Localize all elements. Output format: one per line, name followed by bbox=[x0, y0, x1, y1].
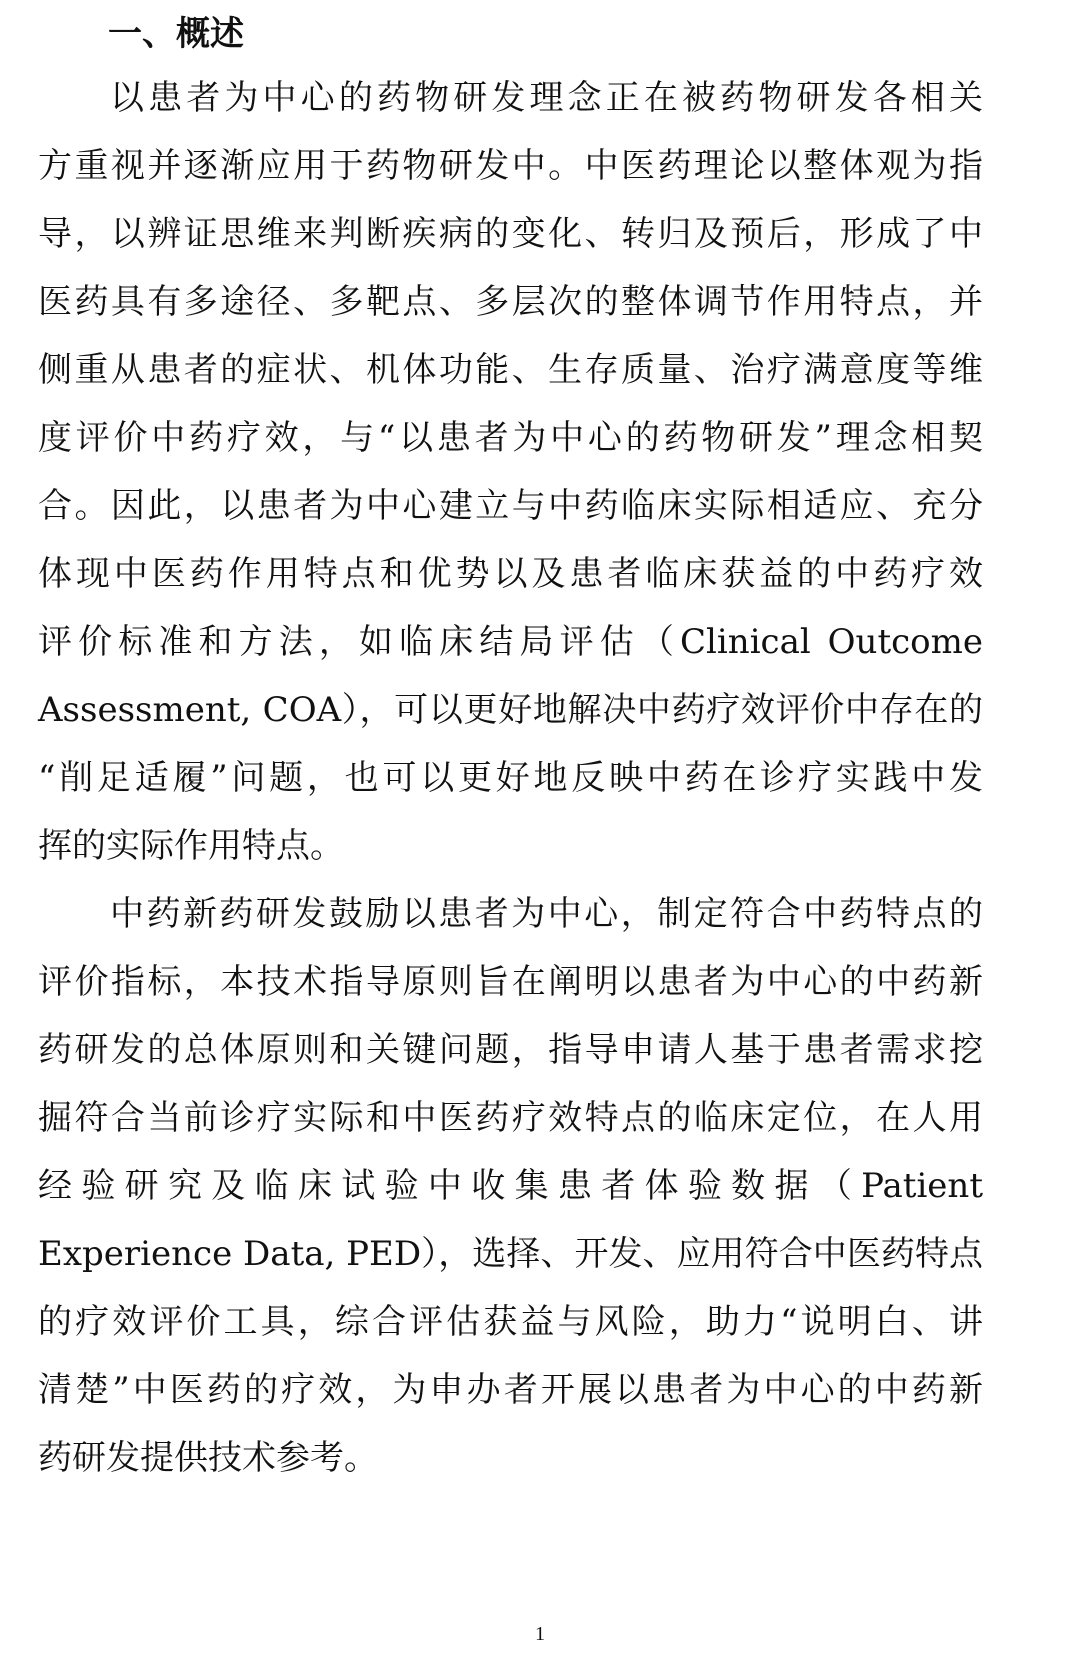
paragraph1-line-1: 以患者为中心的药物研发理念正在被药物研发各相关 bbox=[110, 78, 983, 118]
paragraph1-line-6: 度评价中药疗效，与“以患者为中心的药物研发”理念相契 bbox=[38, 418, 983, 458]
paragraph1-line-8: 体现中医药作用特点和优势以及患者临床获益的中药疗效 bbox=[38, 554, 983, 594]
paragraph2-line-2: 评价指标，本技术指导原则旨在阐明以患者为中心的中药新 bbox=[38, 962, 983, 1002]
paragraph2-line-6: Experience Data, PED），选择、开发、应用符合中医药特点 bbox=[38, 1234, 983, 1274]
section-heading: 一、概述 bbox=[108, 14, 244, 54]
paragraph1-line-5: 侧重从患者的症状、机体功能、生存质量、治疗满意度等维 bbox=[38, 350, 983, 390]
paragraph2-line-4: 掘符合当前诊疗实际和中医药疗效特点的临床定位，在人用 bbox=[38, 1098, 983, 1138]
paragraph1-line-9: 评价标准和方法，如临床结局评估（Clinical Outcome bbox=[38, 622, 983, 662]
paragraph1-line-12: 挥的实际作用特点。 bbox=[38, 826, 344, 866]
paragraph2-line-5: 经验研究及临床试验中收集患者体验数据（Patient bbox=[38, 1166, 983, 1206]
paragraph1-line-11: “削足适履”问题，也可以更好地反映中药在诊疗实践中发 bbox=[38, 758, 983, 798]
paragraph2-line-3: 药研发的总体原则和关键问题，指导申请人基于患者需求挖 bbox=[38, 1030, 983, 1070]
page-number: 1 bbox=[535, 1623, 545, 1645]
paragraph1-line-10: Assessment, COA），可以更好地解决中药疗效评价中存在的 bbox=[38, 690, 983, 730]
paragraph2-line-8: 清楚”中医药的疗效，为申办者开展以患者为中心的中药新 bbox=[38, 1370, 983, 1410]
paragraph1-line-4: 医药具有多途径、多靶点、多层次的整体调节作用特点，并 bbox=[38, 282, 983, 322]
paragraph1-line-3: 导，以辨证思维来判断疾病的变化、转归及预后，形成了中 bbox=[38, 214, 983, 254]
paragraph2-line-1: 中药新药研发鼓励以患者为中心，制定符合中药特点的 bbox=[110, 894, 983, 934]
paragraph1-line-2: 方重视并逐渐应用于药物研发中。中医药理论以整体观为指 bbox=[38, 146, 983, 186]
paragraph2-line-9: 药研发提供技术参考。 bbox=[38, 1438, 378, 1478]
paragraph1-line-7: 合。因此，以患者为中心建立与中药临床实际相适应、充分 bbox=[38, 486, 983, 526]
paragraph2-line-7: 的疗效评价工具，综合评估获益与风险，助力“说明白、讲 bbox=[38, 1302, 983, 1342]
